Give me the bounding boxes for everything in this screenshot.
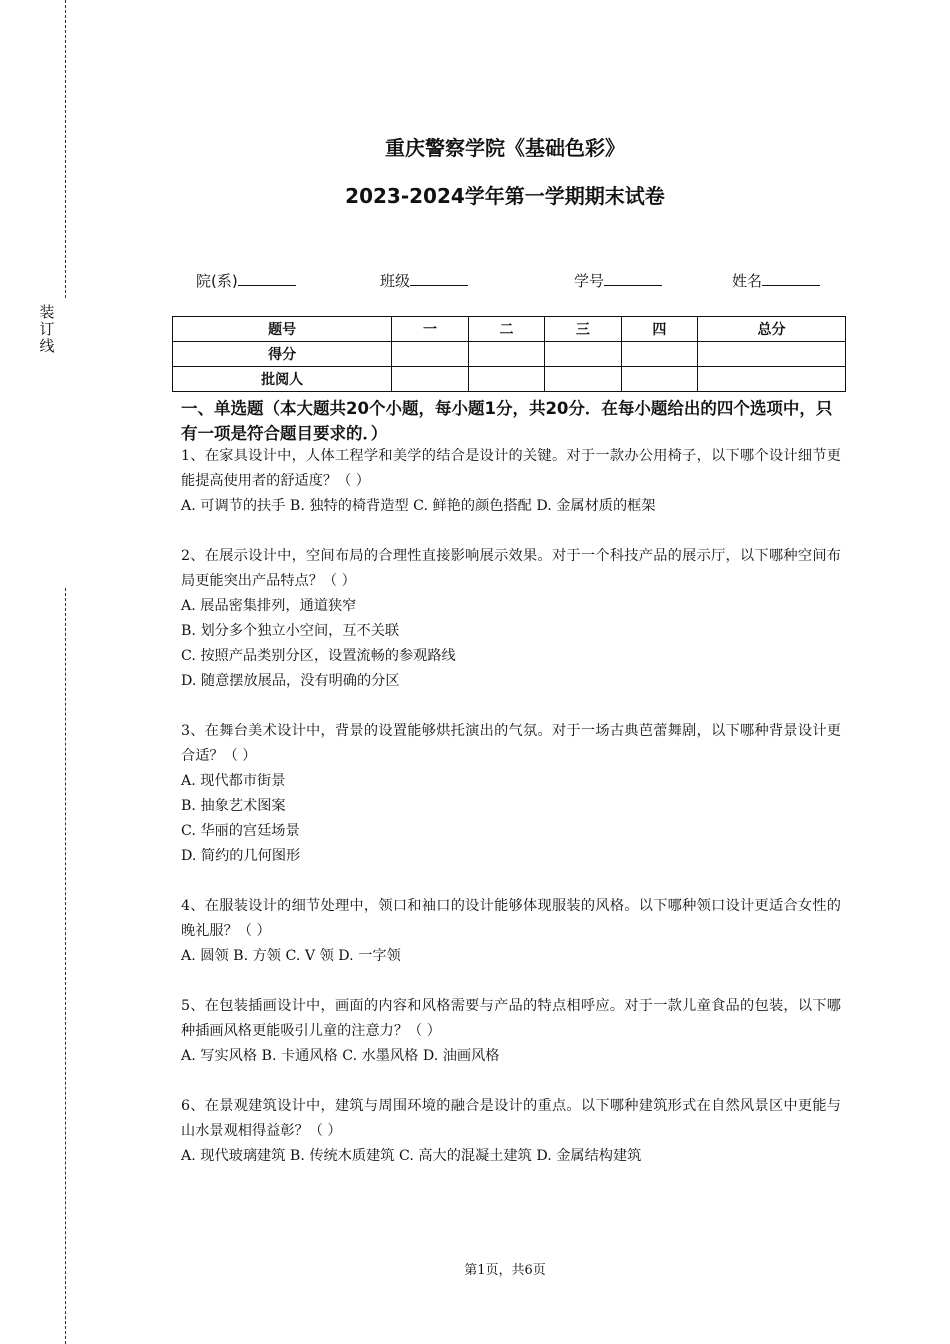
score-table-row — [173, 342, 846, 367]
student-id-field[interactable] — [574, 270, 662, 291]
dept-label: 院(系) — [196, 272, 238, 290]
score-header-cell: 二 — [468, 317, 544, 342]
question-item — [181, 719, 841, 869]
score-cell[interactable] — [621, 367, 697, 392]
question-item — [181, 544, 841, 694]
score-header-cell: 总分 — [698, 317, 846, 342]
score-cell[interactable] — [621, 342, 697, 367]
score-table-header-row — [173, 317, 846, 342]
option-c[interactable]: C. 按照产品类别分区，设置流畅的参观路线 — [181, 648, 456, 664]
option-a[interactable]: A. 展品密集排列，通道狭窄 — [181, 598, 357, 614]
score-row-label: 得分 — [173, 342, 392, 367]
score-cell[interactable] — [698, 342, 846, 367]
class-label: 班级 — [380, 272, 411, 290]
question-item — [181, 444, 841, 519]
question-options[interactable]: A. 现代玻璃建筑 B. 传统木质建筑 C. 高大的混凝土建筑 D. 金属结构建筑 — [181, 1148, 642, 1164]
score-cell[interactable] — [698, 367, 846, 392]
question-options[interactable]: A. 圆领 B. 方领 C. V 领 D. 一字领 — [181, 948, 401, 964]
option-a[interactable]: A. 现代都市街景 — [181, 773, 286, 789]
question-stem: 3、在舞台美术设计中，背景的设置能够烘托演出的气氛。对于一场古典芭蕾舞剧，以下哪种背景设计更合适？（ ） — [181, 723, 841, 764]
score-cell[interactable] — [392, 367, 468, 392]
option-c[interactable]: C. 华丽的宫廷场景 — [181, 823, 300, 839]
question-stem: 1、在家具设计中，人体工程学和美学的结合是设计的关键。对于一款办公用椅子，以下哪个设计细节更能提高使用者的舒适度？（ ） — [181, 448, 841, 489]
score-cell[interactable] — [545, 342, 621, 367]
dept-field[interactable] — [196, 270, 296, 291]
exam-title: 重庆警察学院《基础色彩》 — [385, 136, 625, 160]
class-blank[interactable] — [410, 271, 468, 286]
question-item — [181, 894, 841, 969]
name-field[interactable] — [732, 270, 820, 291]
name-label: 姓名 — [732, 272, 763, 290]
class-field[interactable] — [380, 270, 468, 291]
score-table — [172, 316, 846, 392]
question-stem: 6、在景观建筑设计中，建筑与周围环境的融合是设计的重点。以下哪种建筑形式在自然风景区中更能与山水景观相得益彰？（ ） — [181, 1098, 841, 1139]
score-cell[interactable] — [468, 342, 544, 367]
question-item — [181, 994, 841, 1069]
score-header-cell: 四 — [621, 317, 697, 342]
score-header-cell: 一 — [392, 317, 468, 342]
question-options[interactable]: A. 可调节的扶手 B. 独特的椅背造型 C. 鲜艳的颜色搭配 D. 金属材质的框架 — [181, 498, 656, 514]
score-header-cell: 三 — [545, 317, 621, 342]
question-stem: 5、在包装插画设计中，画面的内容和风格需要与产品的特点相呼应。对于一款儿童食品的包装，以下哪种插画风格更能吸引儿童的注意力？（ ） — [181, 998, 841, 1039]
question-stem: 4、在服装设计的细节处理中，领口和袖口的设计能够体现服装的风格。以下哪种领口设计更适合女性的晚礼服？（ ） — [181, 898, 841, 939]
question-options[interactable]: A. 写实风格 B. 卡通风格 C. 水墨风格 D. 油画风格 — [181, 1048, 500, 1064]
page-number: 第1页，共6页 — [464, 1263, 546, 1278]
question-list — [181, 444, 841, 1194]
option-b[interactable]: B. 抽象艺术图案 — [181, 798, 286, 814]
question-item — [181, 1094, 841, 1169]
name-blank[interactable] — [762, 271, 820, 286]
student-id-blank[interactable] — [604, 271, 662, 286]
question-stem: 2、在展示设计中，空间布局的合理性直接影响展示效果。对于一个科技产品的展示厅，以下哪种空间布局更能突出产品特点？（ ） — [181, 548, 841, 589]
binding-char: 线 — [39, 337, 55, 355]
score-cell[interactable] — [468, 367, 544, 392]
dept-blank[interactable] — [238, 271, 296, 286]
binding-char: 订 — [39, 320, 55, 338]
score-cell[interactable] — [392, 342, 468, 367]
score-header-cell: 题号 — [173, 317, 392, 342]
binding-char: 装 — [39, 303, 55, 321]
student-id-label: 学号 — [574, 272, 605, 290]
binding-label — [37, 304, 57, 355]
binding-dashed-line-bottom — [65, 588, 66, 1344]
score-row-label: 批阅人 — [173, 367, 392, 392]
option-d[interactable]: D. 随意摆放展品，没有明确的分区 — [181, 673, 400, 689]
exam-subtitle: 2023-2024学年第一学期期末试卷 — [345, 184, 665, 208]
score-cell[interactable] — [545, 367, 621, 392]
option-d[interactable]: D. 简约的几何图形 — [181, 848, 301, 864]
score-table-row — [173, 367, 846, 392]
option-b[interactable]: B. 划分多个独立小空间，互不关联 — [181, 623, 400, 639]
section-heading: 一、单选题（本大题共20个小题，每小题1分，共20分．在每小题给出的四个选项中，只有一项是符合题目要求的．） — [181, 399, 833, 443]
